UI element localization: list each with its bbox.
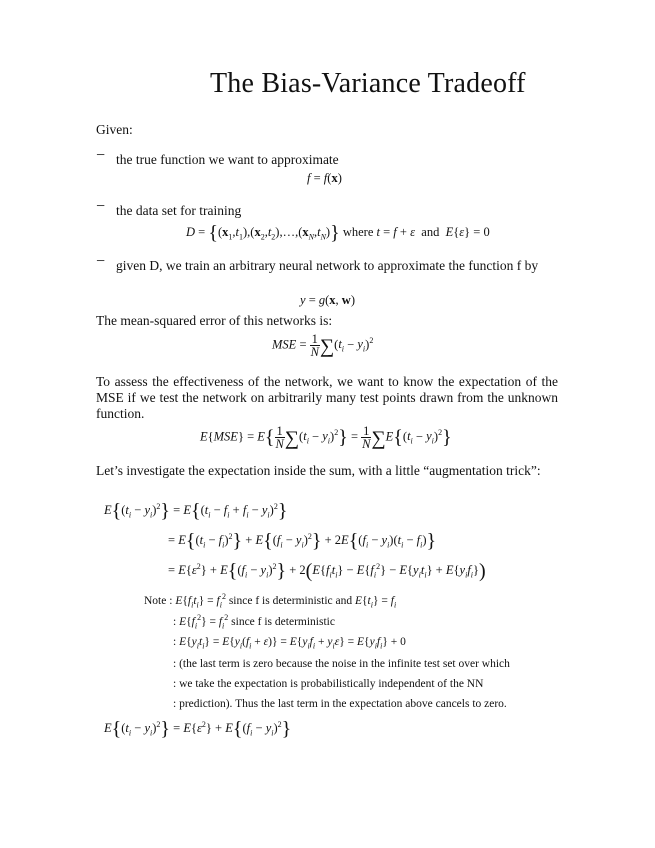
note-line-3: : $E\{y_it_i\} = E\{y_i(f_i + \varepsilon)\} = E\{y_if_i + y_i\varepsilon\} = E\{y_if_i\} + 0$ xyxy=(173,636,406,651)
equation-true-function: f = f(x) xyxy=(307,171,342,185)
equation-line-1: $E\{(t_i - y_i)^2\} = E\{(t_i - f_i + f_i - y_i)^2\}$ xyxy=(104,500,288,522)
bullet-text: given D, we train an arbitrary neural network to approximate the function f by xyxy=(116,258,539,273)
note-line-5: : we take the expectation is probabilistically independent of the NN xyxy=(173,678,484,690)
equation-line-2: = $E\{(t_i - f_i)^2\} + E\{(f_i - y_i)^2\} + 2E\{(f_i - y_i)(t_i - f_i)\}$ xyxy=(168,530,437,552)
assess-paragraph: To assess the effectiveness of the network, we want to know the expectation of the MSE if we test the network on arbitrarily many test points drawn from the unknown function. xyxy=(96,374,558,421)
note-text: since f is deterministic and xyxy=(228,594,353,607)
equation-mse: MSE = $\frac{1}{N}$ $\sum(t_i - y_i)^2$ xyxy=(272,332,374,359)
note-text: since f is deterministic xyxy=(231,615,335,628)
where-word: where xyxy=(342,225,374,239)
equation-expected-mse: E{MSE} = E{ $\frac{1}{N}$ $\sum(t_i - y_i)^2$} = $\frac{1}{N}$ $\sum E\{(t_i - y_i)^2\}$ xyxy=(200,424,452,451)
bullet-dash: − xyxy=(96,198,106,215)
bullet-dash: − xyxy=(96,253,106,270)
bullet-dash: − xyxy=(96,147,106,164)
and-word: and xyxy=(421,225,440,239)
note-line-4: : (the last term is zero because the noise in the infinite test set over which xyxy=(173,658,510,670)
given-label: Given: xyxy=(96,122,133,137)
bullet-text: the true function we want to approximate xyxy=(116,152,339,167)
note-line-1: Note : $E\{f_it_i\} = f_i^2$ since f is deterministic and $E\{t_i\} = f_i$ xyxy=(144,592,397,610)
equation-dataset: $D = \{(x_1,t_1),(x_2,t_2),\dots,(x_N,t_N)\}$ where t = f + ε and E{ε} = 0 xyxy=(186,222,490,244)
page-title: The Bias-Variance Tradeoff xyxy=(210,68,526,99)
note-label: Note : xyxy=(144,594,173,607)
equation-result: $E\{(t_i - y_i)^2\} = E\{\varepsilon^2\} + E\{(f_i - y_i)^2\}$ xyxy=(104,718,292,740)
equation-network: y = g(x, w) xyxy=(300,293,355,307)
note-line-6: : prediction). Thus the last term in the expectation above cancels to zero. xyxy=(173,698,507,710)
bullet-text: the data set for training xyxy=(116,203,242,218)
note-line-2: : $E\{f_i^2\} = f_i^2$ since f is deterministic xyxy=(173,613,335,631)
investigate-paragraph: Let’s investigate the expectation inside the sum, with a little “augmentation trick”: xyxy=(96,463,541,478)
mse-intro-text: The mean-squared error of this networks is: xyxy=(96,313,333,328)
equation-line-3: = $E\{\varepsilon^2\} + E\{(f_i - y_i)^2\} + 2(E\{f_it_i\} - E\{f_i^2\} - E\{y_it_i\} + E\{y_if_i\})$ xyxy=(168,560,486,582)
